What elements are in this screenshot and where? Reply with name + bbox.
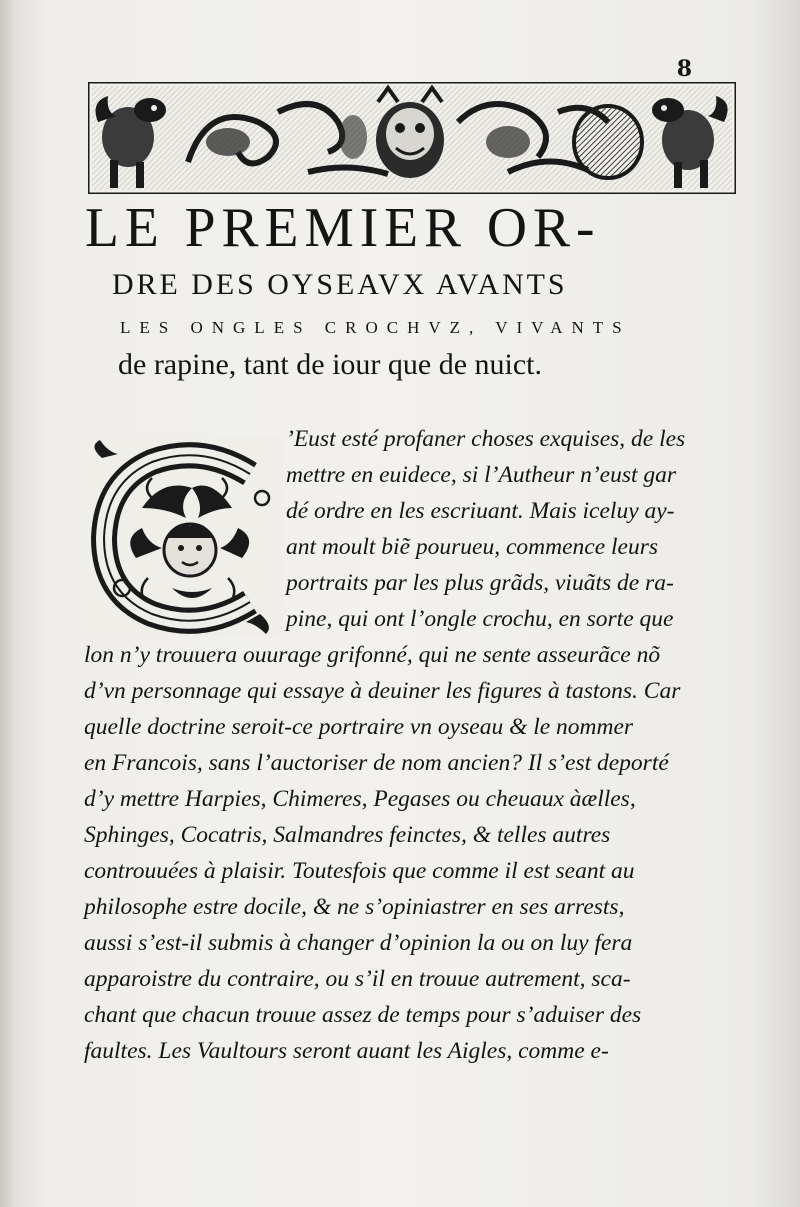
- body-line: quelle doctrine seroit-ce portraire vn oyseau & le nommer: [84, 714, 634, 740]
- header-ornament-band: [88, 82, 736, 194]
- chapter-title-line-2: DRE DES OYSEAVX AVANTS: [112, 268, 568, 301]
- body-line: pine, qui ont l’ongle crochu, en sorte que: [286, 606, 674, 632]
- body-line: controuuées à plaisir. Toutesfois que comme il est seant au: [84, 858, 635, 884]
- chapter-title-line-3: LES ONGLES CROCHVZ, VIVANTS: [120, 318, 631, 337]
- body-line: chant que chacun trouue assez de temps pour s’aduiser des: [84, 1002, 642, 1028]
- page-number: 8: [676, 56, 692, 82]
- body-line: mettre en euidece, si l’Autheur n’eust gar: [286, 462, 677, 488]
- chapter-title-line-4: de rapine, tant de iour que de nuict.: [118, 348, 543, 381]
- body-line: philosophe estre docile, & ne s’opiniastrer en ses arrests,: [84, 894, 625, 920]
- body-line: apparoistre du contraire, ou s’il en trouue autrement, sca-: [84, 966, 631, 992]
- body-line: Sphinges, Cocatris, Salmandres feinctes, & telles autres: [84, 822, 611, 848]
- body-line: d’vn personnage qui essaye à deuiner les figures à tastons. Car: [84, 678, 681, 704]
- body-line: ant moult biẽ pourueu, commence leurs: [286, 534, 659, 560]
- body-line: dé ordre en les escriuant. Mais iceluy ay-: [286, 498, 675, 524]
- body-line: en Francois, sans l’auctoriser de nom ancien? Il s’est deporté: [84, 750, 669, 776]
- chapter-title-line-1: LE PREMIER OR-: [85, 197, 601, 259]
- decorated-initial-c-icon: [82, 438, 282, 636]
- body-line: d’y mettre Harpies, Chimeres, Pegases ou cheuaux àælles,: [84, 786, 636, 812]
- body-line: lon n’y trouuera ouurage grifonné, qui ne sente asseurãce nõ: [84, 642, 661, 668]
- body-line: ’Eust esté profaner choses exquises, de les: [286, 426, 686, 452]
- body-line: faultes. Les Vaultours seront auant les Aigles, comme e-: [84, 1038, 609, 1064]
- body-line: aussi s’est-il submis à changer d’opinion la ou on luy fera: [84, 930, 633, 956]
- page-gutter-shadow: [0, 0, 14, 1207]
- body-line: portraits par les plus grãds, viuãts de ra-: [286, 570, 674, 596]
